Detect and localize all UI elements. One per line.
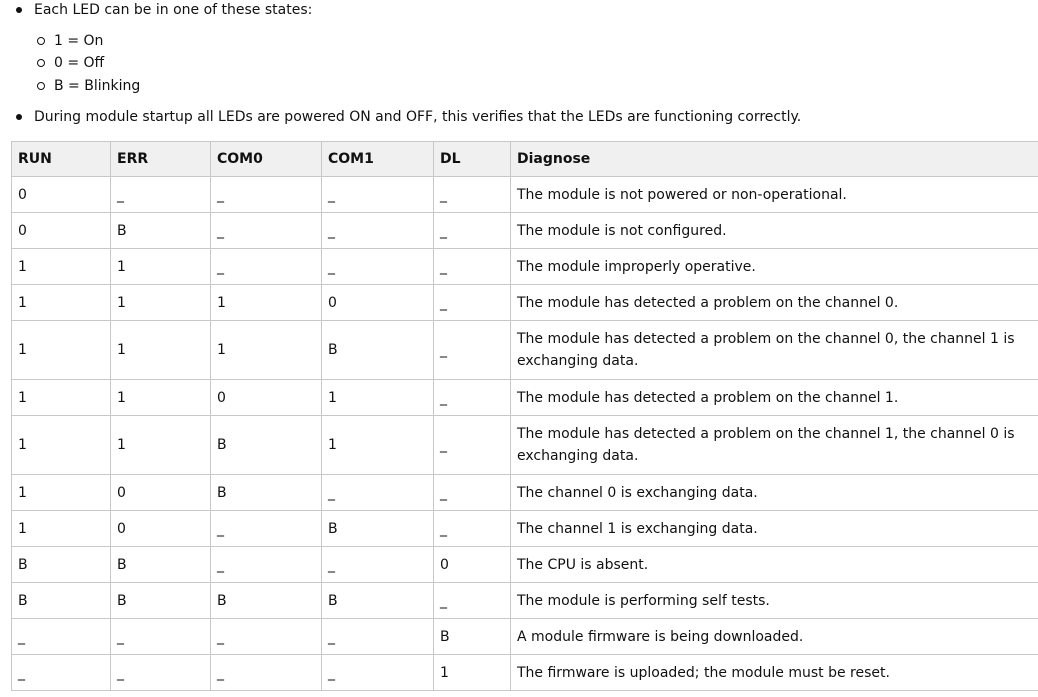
cell-run: 1 bbox=[12, 475, 111, 511]
cell-err: _ bbox=[111, 655, 211, 691]
cell-dl: _ bbox=[434, 416, 511, 475]
table-row bbox=[12, 475, 1038, 511]
state-item bbox=[0, 76, 140, 96]
startup-bullet-text: During module startup all LEDs are powered ON and OFF, this verifies that the LEDs are functioning correctly. bbox=[34, 109, 802, 125]
cell-run: 1 bbox=[12, 321, 111, 380]
cell-com1: _ bbox=[322, 249, 434, 285]
cell-run: 0 bbox=[12, 177, 111, 213]
cell-diagnose: The module is performing self tests. bbox=[511, 583, 1038, 619]
cell-com0: _ bbox=[211, 655, 322, 691]
cell-err: 1 bbox=[111, 416, 211, 475]
cell-dl: _ bbox=[434, 583, 511, 619]
table-row bbox=[12, 321, 1038, 380]
cell-diagnose: The firmware is uploaded; the module must be reset. bbox=[511, 655, 1038, 691]
cell-dl: _ bbox=[434, 213, 511, 249]
cell-err: 0 bbox=[111, 475, 211, 511]
header-diagnose: Diagnose bbox=[511, 142, 1038, 177]
cell-err: 1 bbox=[111, 285, 211, 321]
table-row bbox=[12, 177, 1038, 213]
cell-run: 1 bbox=[12, 416, 111, 475]
cell-com0: B bbox=[211, 475, 322, 511]
header-run: RUN bbox=[12, 142, 111, 177]
bullet-dot-icon bbox=[16, 114, 22, 120]
states-bullet-text: Each LED can be in one of these states: bbox=[34, 2, 313, 18]
cell-com1: B bbox=[322, 583, 434, 619]
cell-run: _ bbox=[12, 619, 111, 655]
cell-err: 1 bbox=[111, 321, 211, 380]
header-err: ERR bbox=[111, 142, 211, 177]
table-row bbox=[12, 285, 1038, 321]
cell-err: B bbox=[111, 213, 211, 249]
state-item bbox=[0, 53, 104, 73]
cell-err: 1 bbox=[111, 380, 211, 416]
cell-com1: _ bbox=[322, 547, 434, 583]
cell-diagnose: The module has detected a problem on the channel 1, the channel 0 is exchanging data. bbox=[511, 416, 1038, 475]
cell-dl: B bbox=[434, 619, 511, 655]
cell-diagnose: The module has detected a problem on the channel 1. bbox=[511, 380, 1038, 416]
cell-err: 0 bbox=[111, 511, 211, 547]
table-row bbox=[12, 511, 1038, 547]
cell-com0: _ bbox=[211, 177, 322, 213]
cell-diagnose: The channel 1 is exchanging data. bbox=[511, 511, 1038, 547]
table-row bbox=[12, 619, 1038, 655]
cell-com1: _ bbox=[322, 177, 434, 213]
cell-run: 1 bbox=[12, 249, 111, 285]
cell-dl: _ bbox=[434, 249, 511, 285]
cell-dl: _ bbox=[434, 380, 511, 416]
cell-run: _ bbox=[12, 655, 111, 691]
cell-com1: _ bbox=[322, 619, 434, 655]
cell-com0: 1 bbox=[211, 321, 322, 380]
cell-diagnose: The module has detected a problem on the channel 0. bbox=[511, 285, 1038, 321]
state-item-text: 0 = Off bbox=[54, 55, 105, 71]
cell-err: _ bbox=[111, 619, 211, 655]
cell-dl: _ bbox=[434, 511, 511, 547]
cell-dl: 1 bbox=[434, 655, 511, 691]
cell-com0: B bbox=[211, 583, 322, 619]
cell-run: 1 bbox=[12, 380, 111, 416]
cell-com1: 0 bbox=[322, 285, 434, 321]
cell-run: 1 bbox=[12, 511, 111, 547]
circle-bullet-icon bbox=[37, 82, 45, 90]
state-item-text: 1 = On bbox=[54, 33, 104, 49]
cell-dl: _ bbox=[434, 177, 511, 213]
cell-com0: 0 bbox=[211, 380, 322, 416]
cell-run: B bbox=[12, 583, 111, 619]
cell-diagnose: The channel 0 is exchanging data. bbox=[511, 475, 1038, 511]
cell-diagnose: The module is not powered or non-operational. bbox=[511, 177, 1038, 213]
cell-com0: _ bbox=[211, 249, 322, 285]
bullet-dot-icon bbox=[16, 7, 22, 13]
cell-err: B bbox=[111, 583, 211, 619]
cell-com0: _ bbox=[211, 213, 322, 249]
cell-com1: _ bbox=[322, 213, 434, 249]
table-row bbox=[12, 655, 1038, 691]
states-bullet bbox=[0, 0, 312, 20]
cell-diagnose: A module firmware is being downloaded. bbox=[511, 619, 1038, 655]
table-header-row bbox=[12, 142, 1038, 177]
cell-dl: 0 bbox=[434, 547, 511, 583]
cell-diagnose: The module has detected a problem on the channel 0, the channel 1 is exchanging data. bbox=[511, 321, 1038, 380]
cell-err: B bbox=[111, 547, 211, 583]
table-row bbox=[12, 213, 1038, 249]
cell-com0: B bbox=[211, 416, 322, 475]
cell-err: _ bbox=[111, 177, 211, 213]
cell-diagnose: The module is not configured. bbox=[511, 213, 1038, 249]
cell-err: 1 bbox=[111, 249, 211, 285]
cell-diagnose: The CPU is absent. bbox=[511, 547, 1038, 583]
cell-com0: _ bbox=[211, 619, 322, 655]
cell-com1: B bbox=[322, 511, 434, 547]
table-row bbox=[12, 547, 1038, 583]
cell-run: B bbox=[12, 547, 111, 583]
circle-bullet-icon bbox=[37, 37, 45, 45]
cell-com1: 1 bbox=[322, 380, 434, 416]
cell-dl: _ bbox=[434, 475, 511, 511]
table-row bbox=[12, 380, 1038, 416]
cell-com1: B bbox=[322, 321, 434, 380]
cell-com0: 1 bbox=[211, 285, 322, 321]
cell-diagnose: The module improperly operative. bbox=[511, 249, 1038, 285]
cell-com0: _ bbox=[211, 511, 322, 547]
cell-com0: _ bbox=[211, 547, 322, 583]
table-row bbox=[12, 249, 1038, 285]
cell-run: 0 bbox=[12, 213, 111, 249]
header-com1: COM1 bbox=[322, 142, 434, 177]
state-item-text: B = Blinking bbox=[54, 78, 141, 94]
header-dl: DL bbox=[434, 142, 511, 177]
cell-com1: _ bbox=[322, 655, 434, 691]
startup-bullet bbox=[0, 107, 801, 127]
table-row bbox=[12, 583, 1038, 619]
header-com0: COM0 bbox=[211, 142, 322, 177]
led-diagnose-table bbox=[11, 141, 1038, 691]
cell-dl: _ bbox=[434, 285, 511, 321]
state-item bbox=[0, 31, 103, 51]
cell-run: 1 bbox=[12, 285, 111, 321]
circle-bullet-icon bbox=[37, 59, 45, 67]
cell-dl: _ bbox=[434, 321, 511, 380]
cell-com1: 1 bbox=[322, 416, 434, 475]
cell-com1: _ bbox=[322, 475, 434, 511]
table-row bbox=[12, 416, 1038, 475]
